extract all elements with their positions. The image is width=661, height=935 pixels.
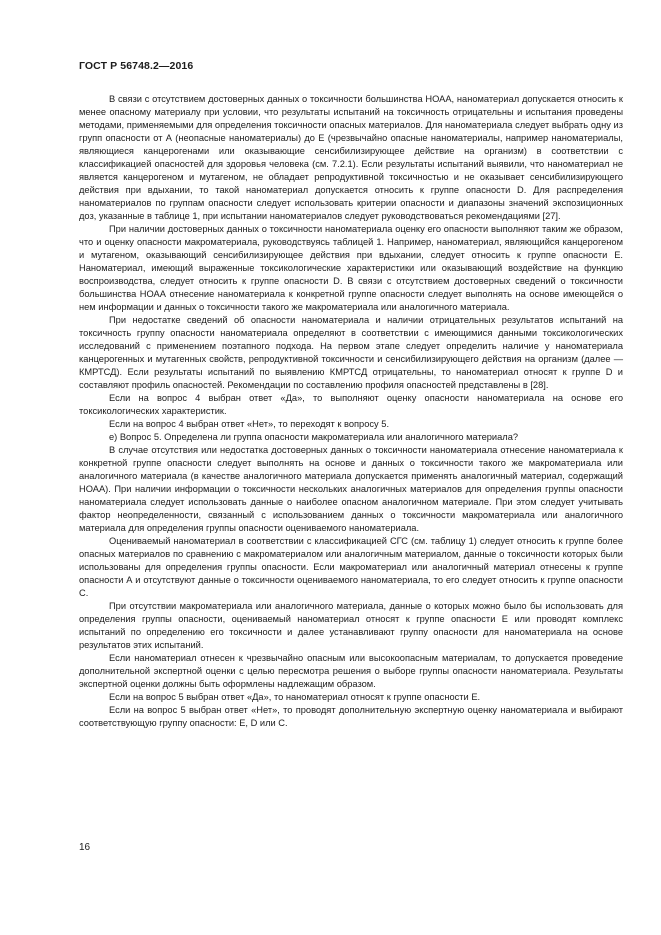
paragraph: Если наноматериал отнесен к чрезвычайно опасным или высокоопасным материалам, то допускается проведение дополнительной экспертной оценки с целью пересмотра решения о выборе группы опасности наноматериала. Результаты экспертной оценки должны быть оформлены надлежащим образом. [79, 653, 623, 689]
page-number: 16 [79, 842, 91, 853]
paragraph: Если на вопрос 4 выбран ответ «Да», то выполняют оценку опасности наноматериала на основе его токсикологических характеристик. [79, 393, 623, 416]
paragraph: В случае отсутствия или недостатка достоверных данных о токсичности наноматериала отнесение наноматериала к конкретной группе опасности следует выполнять на основе и данных о токсичности такого же макроматериала или аналогичного материала (в качестве аналогичного материала допускается применять аналогичный материал, содержащий НОАА). При наличии информации о токсичности нескольких аналогичных материалов для определения группы опасности наноматериала следует использовать данные о наиболее опасном аналогичном материале. При этом следует учитывать фактор неопределенности, связанный с использованием данных о токсичности макроматериала или аналогичного материала для определения группы опасности оцениваемого наноматериала. [79, 445, 623, 533]
paragraph: При отсутствии макроматериала или аналогичного материала, данные о которых можно было бы использовать для определения группы опасности, оцениваемый наноматериал относят к группе опасности Е или проводят комплекс испытаний по определению его токсичности и далее устанавливают группу опасности для наноматериала на основе результатов этих испытаний. [79, 601, 623, 650]
document-header: ГОСТ Р 56748.2—2016 [79, 60, 194, 72]
paragraph: Если на вопрос 4 выбран ответ «Нет», то переходят к вопросу 5. [109, 419, 390, 429]
paragraph: Если на вопрос 5 выбран ответ «Нет», то проводят дополнительную экспертную оценку наноматериала и выбирают соответствующую группу опасности: Е, D или С. [79, 705, 623, 728]
paragraph: При наличии достоверных данных о токсичности наноматериала оценку его опасности выполняют таким же образом, что и оценку опасности макроматериала, руководствуясь таблицей 1. Например, наноматериал, являющийся канцерогеном и мутагеном, оказывающий сенсибилизирующее действия при вдыхании, следует относить к группе опасности Е. Наноматериал, имеющий выраженные токсикологические характеристики или оказывающий воздействие на функцию воспроизводства, следует относить к группе опасности D. В связи с отсутствием достоверных сведений о токсичности большинства НОАА отнесение наноматериала к конкретной группе опасности следует выполнять на основе имеющейся о нем информации и данных о токсичности такого же макроматериала или аналогичного материала. [79, 224, 623, 312]
paragraph: Если на вопрос 5 выбран ответ «Да», то наноматериал относят к группе опасности Е. [109, 692, 481, 702]
paragraph: При недостатке сведений об опасности наноматериала и наличии отрицательных результатов испытаний на токсичность группу опасности наноматериала определяют в соответствии с имеющимися данными токсикологических исследований с применением поэтапного подхода. На первом этапе следует определить наличие у наноматериала канцерогенных и мутагенных свойств, репродуктивной токсичности и сенсибилизирующего действия на организм (далее — КМРТСД). Если результаты испытаний по выявлению КМРТСД отрицательны, то наноматериал относят к группе D и составляют профиль опасностей. Рекомендации по составлению профиля опасностей представлены в [28]. [79, 315, 623, 390]
question-5-heading: е) Вопрос 5. Определена ли группа опасности макроматериала или аналогичного материала? [109, 432, 519, 442]
paragraph: В связи с отсутствием достоверных данных о токсичности большинства НОАА, наноматериал допускается относить к менее опасному материалу при условии, что результаты испытаний на токсичность отрицательны и испытания проведены методами, применяемыми для определения токсичности опасных материалов. Для наноматериала следует выбрать одну из групп опасности от А (неопасные наноматериалы) до Е (чрезвычайно опасные наноматериалы, например наноматериалы, являющиеся канцерогенами или оказывающие сенсибилизирующее действие на организм) в соответствии с классификацией опасностей для здоровья человека (см. 7.2.1). Если результаты испытаний выявили, что наноматериал не является канцерогеном и мутагеном, не обладает репродуктивной токсичностью и не оказывает сенсибилизирующего действия при вдыхании, то такой наноматериал допускается относить к группе опасности D. Для распределения наноматериалов по группам опасности следует использовать критерии опасности и диапазоны значений экспозиционных доз, указанные в таблице 1, при испытании наноматериалов следует руководствоваться рекомендациями [27]. [79, 94, 623, 221]
paragraph: Оцениваемый наноматериал в соответствии с классификацией СГС (см. таблицу 1) следует относить к группе более опасных материалов по сравнению с макроматериалом или аналогичным материалом, данные о токсичности которых были использованы для определения группы опасности. Если макроматериал или аналогичный материал отнесены к группе опасности А и отсутствуют данные о токсичности оцениваемого наноматериала, то его следует относить к группе опасности С. [79, 536, 623, 598]
body-text [79, 93, 623, 730]
